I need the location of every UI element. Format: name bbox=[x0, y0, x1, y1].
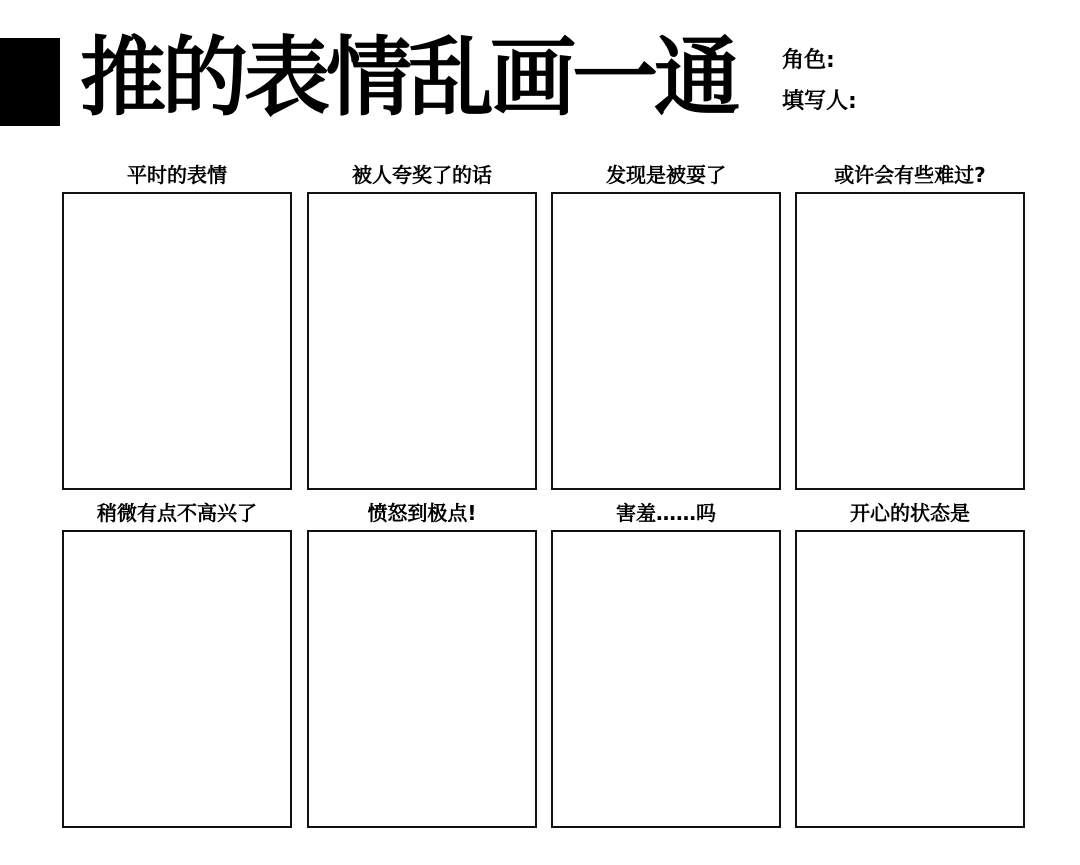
drawing-frame[interactable] bbox=[795, 192, 1025, 490]
drawing-frame[interactable] bbox=[307, 192, 537, 490]
drawing-frame[interactable] bbox=[795, 530, 1025, 828]
role-field-label: 角色: bbox=[782, 48, 835, 73]
drawing-frame[interactable] bbox=[62, 530, 292, 828]
page-title: 推的表情乱画一通 bbox=[80, 28, 736, 128]
title-black-block bbox=[0, 38, 60, 126]
drawing-frame[interactable] bbox=[62, 192, 292, 490]
panel-label: 稍微有点不高兴了 bbox=[97, 501, 257, 525]
panel-label: 被人夸奖了的话 bbox=[352, 163, 492, 187]
panel-label: 愤怒到极点! bbox=[367, 501, 477, 525]
panel-label: 或许会有些难过? bbox=[834, 163, 986, 187]
drawing-frame[interactable] bbox=[551, 192, 781, 490]
panel-label: 发现是被耍了 bbox=[606, 163, 726, 187]
drawing-frame[interactable] bbox=[551, 530, 781, 828]
panel-label: 平时的表情 bbox=[127, 163, 227, 187]
panel-label: 开心的状态是 bbox=[850, 501, 970, 525]
drawing-frame[interactable] bbox=[307, 530, 537, 828]
author-field-label: 填写人: bbox=[782, 89, 857, 114]
panel-label: 害羞……吗 bbox=[616, 501, 716, 525]
